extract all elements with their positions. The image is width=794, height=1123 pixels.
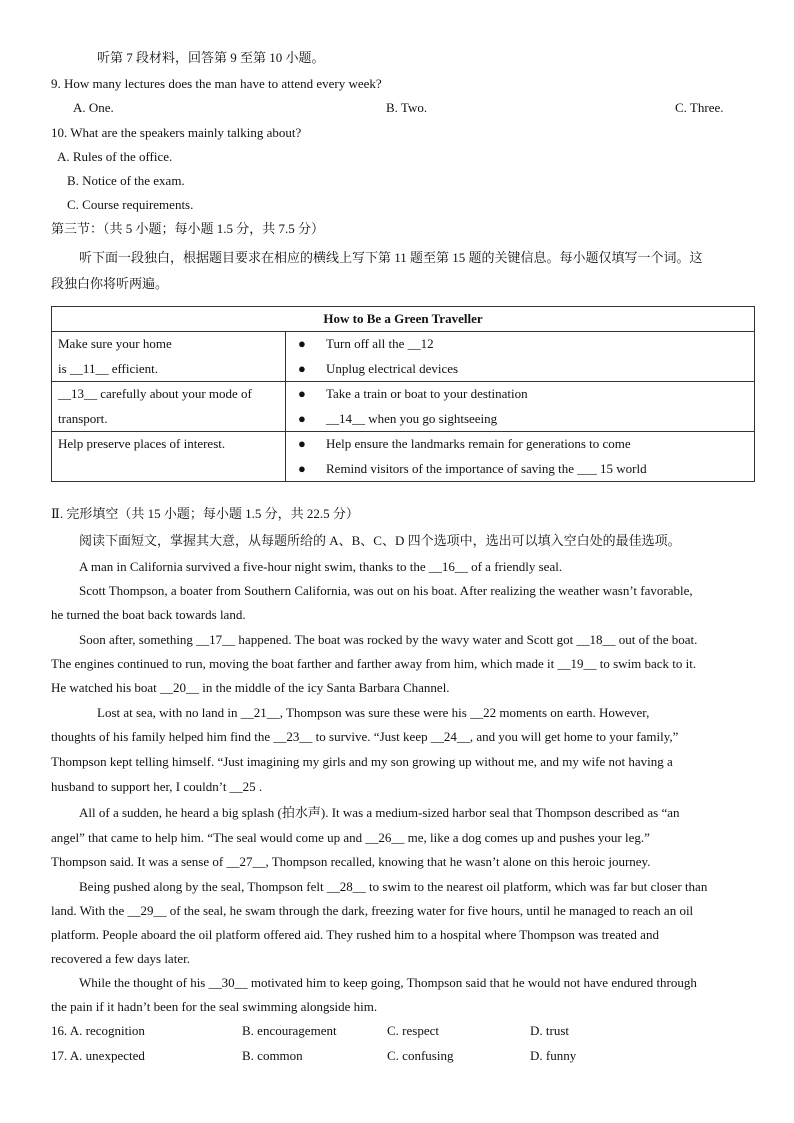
bullet-icon: ● (298, 460, 306, 476)
row2-left-line2: transport. (58, 410, 108, 426)
cloze-line: The engines continued to run, moving the boat farther and farther away from him, which made it __19__ to swim back to it. (51, 656, 697, 671)
q10-option-c: C. Course requirements. (67, 197, 194, 212)
q17-option-c: C. confusing (387, 1048, 454, 1063)
q17-option-a: 17. A. unexpected (51, 1048, 145, 1063)
q16-option-b: B. encouragement (242, 1023, 337, 1038)
q9-option-a: A. One. (73, 100, 114, 115)
bullet-icon: ● (298, 360, 306, 376)
cloze-line: land. With the __29__ of the seal, he swam through the dark, freezing water for five hours, until he managed to reach an oil (51, 903, 694, 918)
section3-instruction-line1: 听下面一段独白，根据题目要求在相应的横线上写下第 11 题至第 15 题的关键信息。每小题仅填写一个词。这 (79, 250, 703, 265)
cloze-heading: Ⅱ. 完形填空（共 15 小题；每小题 1.5 分，共 22.5 分） (51, 506, 359, 521)
cloze-line: All of a sudden, he heard a big splash (拍水声). It was a medium-sized harbor seal that Thompson described as “an (79, 805, 680, 820)
q17-option-d: D. funny (530, 1048, 577, 1063)
cloze-line: husband to support her, I couldn’t __25 . (51, 779, 263, 794)
q16-option-d: D. trust (530, 1023, 569, 1038)
cloze-line: the pain if it hadn’t been for the seal swimming alongside him. (51, 999, 378, 1014)
row3-left-line1: Help preserve places of interest. (58, 436, 226, 451)
row1-right-line1: Turn off all the __12 (326, 336, 434, 351)
q9-option-b: B. Two. (386, 100, 428, 115)
section3-heading: 第三节：（共 5 小题；每小题 1.5 分，共 7.5 分） (51, 221, 325, 236)
row2-right-line2: __14__ when you go sightseeing (326, 410, 498, 426)
table-row (52, 332, 755, 382)
cloze-line: angel” that came to help him. “The seal would come up and __26__ me, like a dog comes up and pushes your leg.” (51, 830, 650, 845)
row1-right-line2: Unplug electrical devices (326, 360, 459, 376)
bullet-icon: ● (298, 336, 306, 351)
q16-option-c: C. respect (387, 1023, 439, 1038)
cloze-instruction: 阅读下面短文，掌握其大意，从每题所给的 A、B、C、D 四个选项中，选出可以填入空白处的最佳选项。 (79, 533, 681, 548)
cloze-line: Lost at sea, with no land in __21__, Thompson was sure these were his __22 moments on earth. However, (97, 705, 650, 720)
row3-left-line2 (52, 457, 285, 482)
row1-left-line2: is __11__ efficient. (58, 360, 159, 376)
cloze-line: he turned the boat back towards land. (51, 607, 246, 622)
q9-option-c: C. Three. (675, 100, 724, 115)
q17-option-b: B. common (242, 1048, 303, 1063)
table-row (52, 382, 755, 432)
bullet-icon: ● (298, 410, 306, 426)
table-row (52, 432, 755, 482)
row3-right-line1: Help ensure the landmarks remain for generations to come (326, 436, 631, 451)
cloze-line: Being pushed along by the seal, Thompson felt __28__ to swim to the nearest oil platform, which was far but closer than (79, 879, 708, 894)
q9-stem: 9. How many lectures does the man have to attend every week? (51, 76, 382, 91)
cloze-line: Soon after, something __17__ happened. The boat was rocked by the wavy water and Scott got __18__ out of the boat. (79, 632, 698, 647)
cloze-line: recovered a few days later. (51, 951, 190, 966)
green-traveller-table (51, 306, 755, 482)
bullet-icon: ● (298, 386, 306, 401)
row1-left-line1: Make sure your home (58, 336, 172, 351)
cloze-line: platform. People aboard the oil platform offered aid. They rushed him to a hospital where Thompson was treated and (51, 927, 659, 942)
cloze-line: Thompson kept telling himself. “Just imagining my girls and my son growing up without me, and my wife not having a (51, 754, 673, 769)
row2-left-line1: __13__ carefully about your mode of (58, 386, 252, 401)
bullet-icon: ● (298, 436, 306, 451)
section3-instruction-line2: 段独白你将听两遍。 (51, 276, 169, 291)
cloze-line: A man in California survived a five-hour night swim, thanks to the __16__ of a friendly seal. (79, 559, 563, 574)
cloze-line: Thompson said. It was a sense of __27__, Thompson recalled, knowing that he wasn’t alone on this heroic journey. (51, 854, 651, 869)
section7-intro: 听第 7 段材料，回答第 9 至第 10 小题。 (97, 50, 325, 65)
cloze-line: thoughts of his family helped him find the __23__ to survive. “Just keep __24__, and you will get home to your family,” (51, 729, 679, 744)
q10-stem: 10. What are the speakers mainly talking about? (51, 125, 302, 140)
q10-option-b: B. Notice of the exam. (67, 173, 185, 188)
q16-option-a: 16. A. recognition (51, 1023, 145, 1038)
q10-option-a: A. Rules of the office. (57, 149, 173, 164)
row3-right-line2: Remind visitors of the importance of saving the ___ 15 world (326, 460, 647, 476)
cloze-line: Scott Thompson, a boater from Southern California, was out on his boat. After realizing the weather wasn’t favorable, (79, 583, 693, 598)
row2-right-line1: Take a train or boat to your destination (326, 386, 528, 401)
cloze-line: While the thought of his __30__ motivated him to keep going, Thompson said that he would not have endured through (79, 975, 697, 990)
table-title: How to Be a Green Traveller (52, 307, 755, 332)
cloze-line: He watched his boat __20__ in the middle of the icy Santa Barbara Channel. (51, 680, 450, 695)
